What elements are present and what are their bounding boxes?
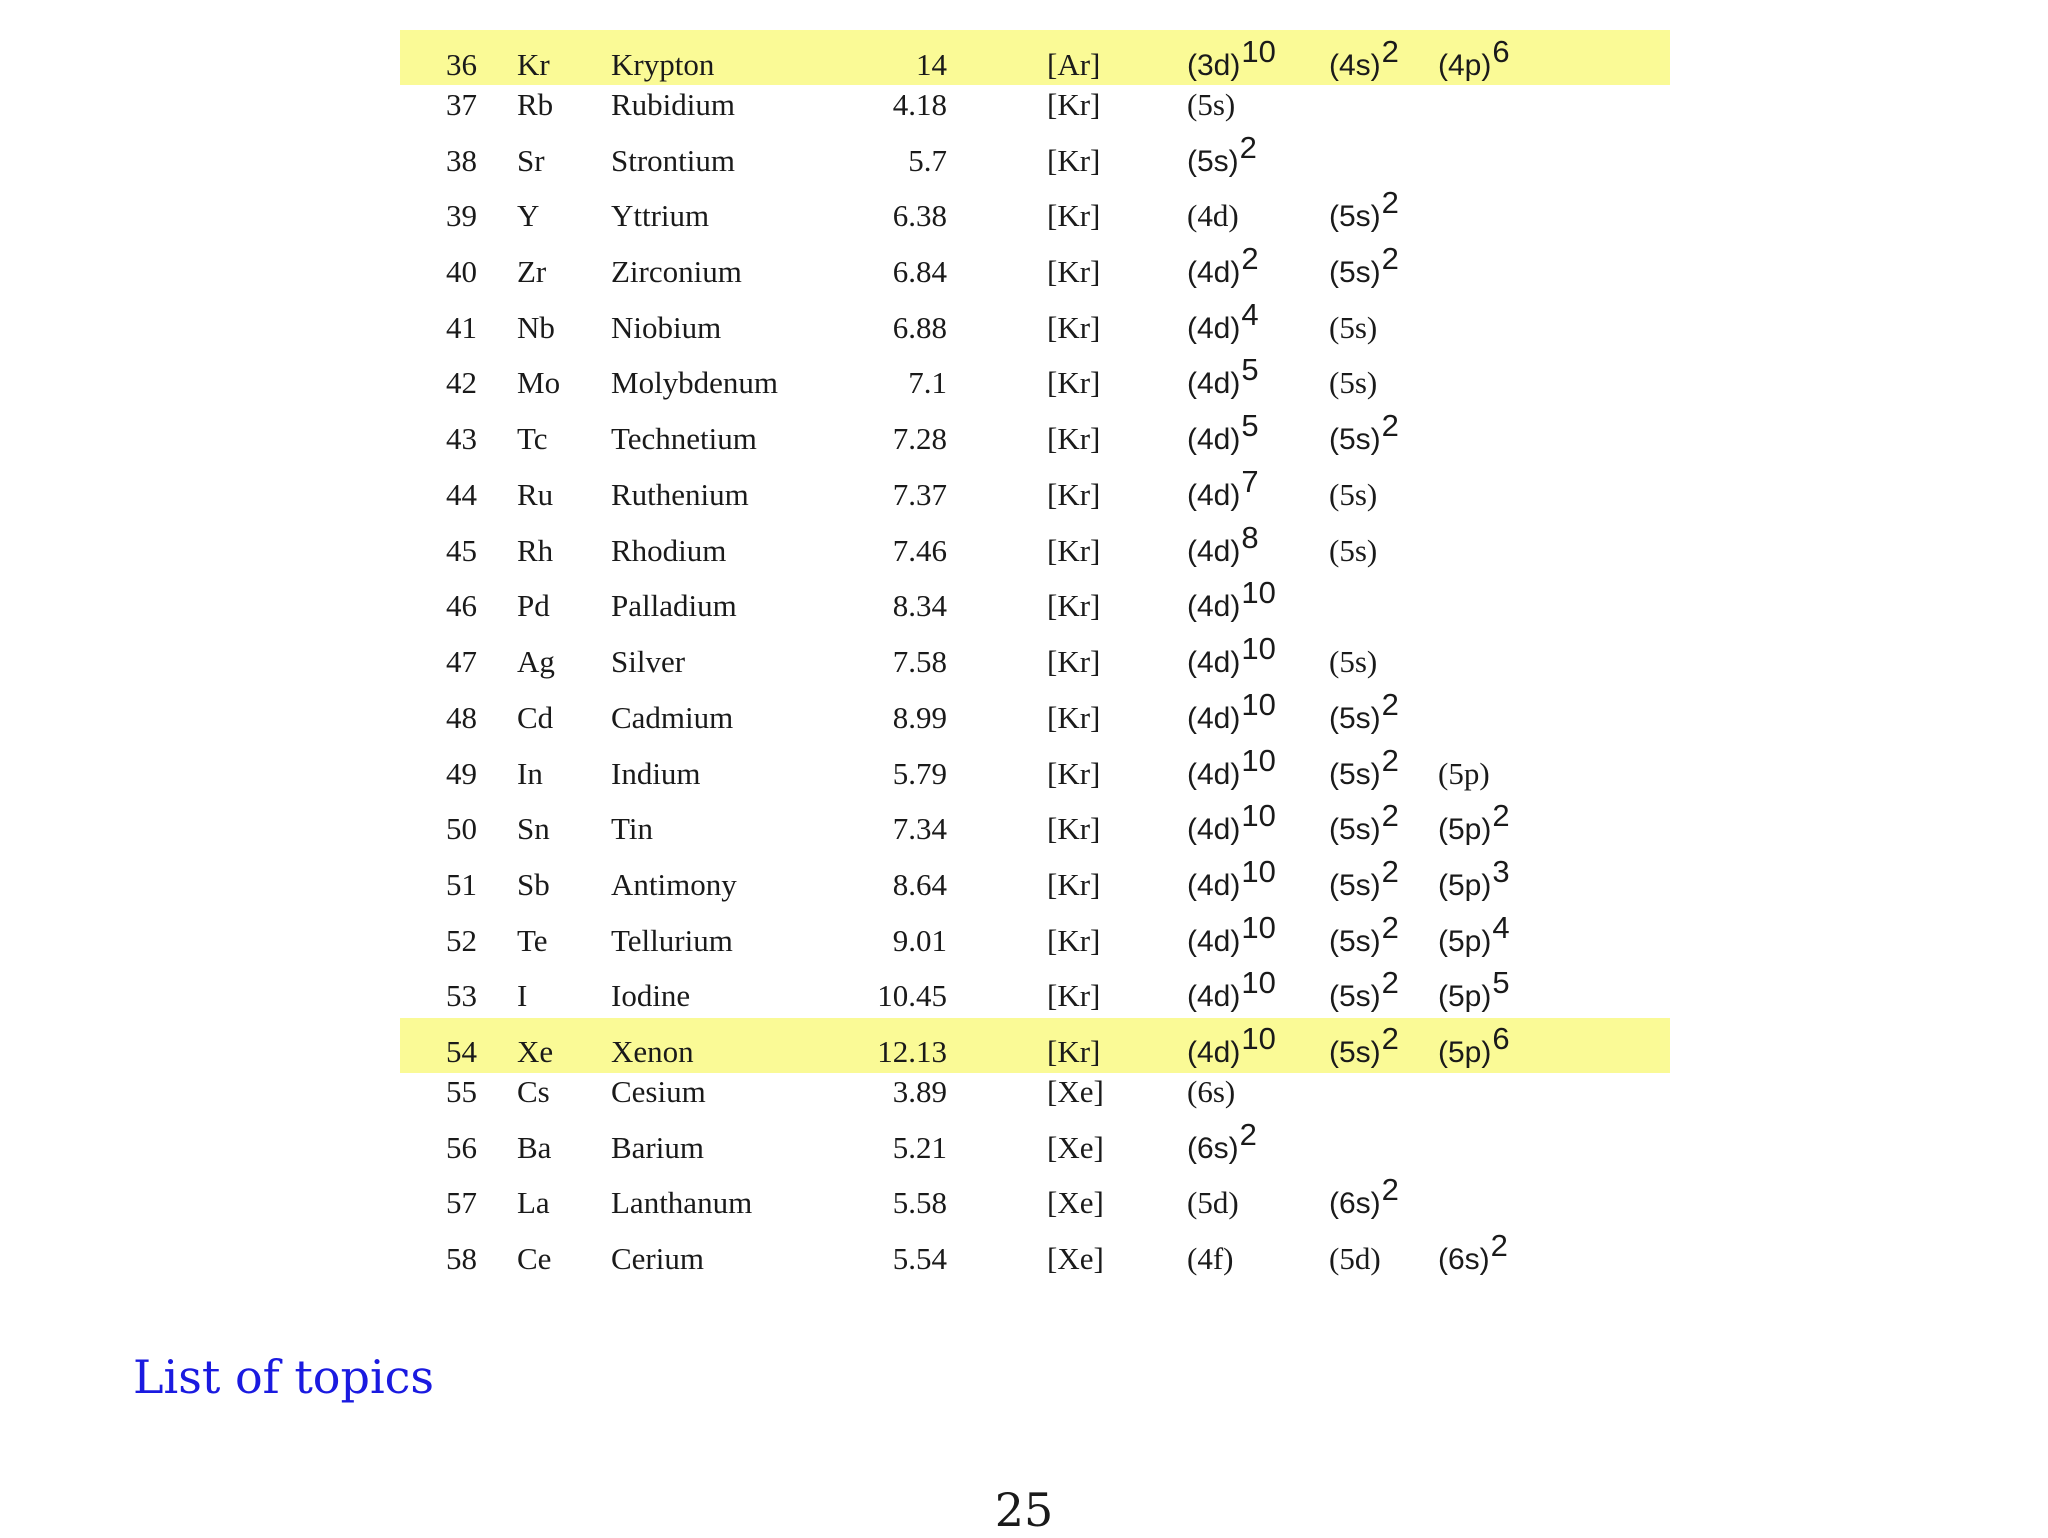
orbital-label: (5p) [1438,813,1492,846]
ionization-energy: 7.28 [892,421,947,456]
element-name: Indium [611,756,701,791]
element-symbol: Sr [517,143,545,178]
orbital-occupancy [1329,743,1399,802]
ionization-energy: 6.84 [892,254,947,289]
element-name: Cerium [611,1241,704,1276]
atomic-number: 39 [446,198,477,233]
atomic-number: 43 [446,421,477,456]
electron-count: 10 [1241,965,1276,1000]
core-configuration: [Kr] [1047,867,1101,902]
core-configuration: [Kr] [1047,421,1101,456]
orbital-occupancy [1187,743,1276,802]
table-row [0,631,2048,689]
orbital-occupancy [1187,965,1276,1024]
orbital-occupancy [1329,185,1399,244]
table-row [0,575,2048,633]
core-configuration: [Kr] [1047,254,1101,289]
electron-count: 2 [1381,185,1399,220]
table-row [0,241,2048,299]
orbital-occupancy [1329,300,1377,355]
orbital-occupancy [1187,520,1259,579]
core-configuration: [Kr] [1047,700,1101,735]
orbital-label: (5s) [1329,533,1378,568]
core-configuration: [Kr] [1047,756,1101,791]
core-configuration: [Kr] [1047,811,1101,846]
electron-count: 2 [1239,1117,1257,1152]
atomic-number: 57 [446,1185,477,1220]
ionization-energy: 7.34 [892,811,947,846]
electron-count: 10 [1241,1021,1276,1056]
orbital-label: (5s) [1329,758,1381,791]
electron-count: 2 [1381,743,1399,778]
orbital-label: (5s) [1329,256,1381,289]
ionization-energy: 8.34 [892,588,947,623]
orbital-label: (5d) [1187,1185,1239,1220]
electron-count: 2 [1381,34,1399,69]
electron-count: 2 [1490,1228,1508,1263]
orbital-occupancy [1187,188,1239,243]
orbital-label: (4d) [1187,925,1241,958]
element-symbol: La [517,1185,550,1220]
orbital-occupancy [1329,910,1399,969]
orbital-occupancy [1187,1231,1233,1286]
core-configuration: [Kr] [1047,310,1101,345]
element-name: Xenon [611,1034,694,1069]
element-symbol: Tc [517,421,548,456]
element-symbol: Rb [517,87,554,122]
orbital-label: (4d) [1187,423,1241,456]
orbital-label: (4d) [1187,1036,1241,1069]
element-name: Rubidium [611,87,736,122]
orbital-label: (5s) [1329,1036,1381,1069]
electron-count: 10 [1241,743,1276,778]
table-row [0,910,2048,968]
atomic-number: 45 [446,533,477,568]
orbital-label: (4f) [1187,1241,1234,1276]
table-row [0,464,2048,522]
element-symbol: Pd [517,588,550,623]
element-name: Silver [611,644,686,679]
ionization-energy: 7.37 [892,477,947,512]
orbital-occupancy [1329,408,1399,467]
electron-count: 10 [1241,798,1276,833]
core-configuration: [Xe] [1047,1074,1104,1109]
orbital-occupancy [1187,241,1259,300]
orbital-label: (6s) [1187,1132,1239,1165]
electron-count: 10 [1241,687,1276,722]
orbital-label: (5s) [1329,813,1381,846]
orbital-occupancy [1438,910,1510,969]
orbital-occupancy [1438,854,1510,913]
element-name: Ruthenium [611,477,749,512]
electron-count: 2 [1381,854,1399,889]
orbital-label: (5s) [1329,310,1378,345]
electron-count: 2 [1492,798,1510,833]
orbital-occupancy [1438,798,1510,857]
electron-count: 5 [1241,408,1259,443]
orbital-label: (4d) [1187,479,1241,512]
electron-count: 2 [1381,687,1399,722]
orbital-occupancy [1187,910,1276,969]
ionization-energy: 8.64 [892,867,947,902]
ionization-energy: 3.89 [892,1074,947,1109]
element-name: Barium [611,1130,704,1165]
page-number: 25 [994,1483,1054,1537]
ionization-energy: 4.18 [892,87,947,122]
ionization-energy: 14 [916,47,947,82]
atomic-number: 37 [446,87,477,122]
orbital-label: (6s) [1438,1243,1490,1276]
orbital-occupancy [1187,130,1257,189]
electron-count: 10 [1241,910,1276,945]
electron-count: 2 [1241,241,1259,276]
table-row [0,798,2048,856]
electron-count: 8 [1241,520,1259,555]
element-name: Molybdenum [611,365,779,400]
orbital-label: (5p) [1438,869,1492,902]
orbital-occupancy [1187,352,1259,411]
electron-count: 2 [1381,965,1399,1000]
orbital-occupancy [1187,464,1259,523]
orbital-label: (5p) [1438,756,1490,791]
element-name: Krypton [611,47,715,82]
orbital-label: (4p) [1438,49,1492,82]
table-row [0,1172,2048,1230]
element-name: Tellurium [611,923,733,958]
orbital-label: (5s) [1329,925,1381,958]
electron-count: 4 [1241,297,1259,332]
atomic-number: 46 [446,588,477,623]
orbital-occupancy [1187,854,1276,913]
ionization-energy: 7.46 [892,533,947,568]
ionization-energy: 12.13 [877,1034,947,1069]
orbital-label: (5s) [1329,200,1381,233]
list-of-topics-link[interactable]: List of topics [133,1350,435,1404]
table-row [0,965,2048,1023]
orbital-label: (5s) [1329,477,1378,512]
orbital-label: (4s) [1329,49,1381,82]
orbital-occupancy [1187,408,1259,467]
core-configuration: [Kr] [1047,477,1101,512]
table-row [0,743,2048,801]
core-configuration: [Kr] [1047,365,1101,400]
electron-count: 2 [1381,241,1399,276]
orbital-label: (5s) [1329,644,1378,679]
orbital-occupancy [1329,355,1377,410]
atomic-number: 47 [446,644,477,679]
core-configuration: [Xe] [1047,1241,1104,1276]
orbital-occupancy [1187,687,1276,746]
orbital-label: (4d) [1187,367,1241,400]
orbital-occupancy [1187,1064,1235,1119]
core-configuration: [Kr] [1047,533,1101,568]
orbital-label: (4d) [1187,869,1241,902]
table-row [0,130,2048,188]
electron-count: 6 [1492,1021,1510,1056]
table-row [0,1228,2048,1286]
atomic-number: 50 [446,811,477,846]
table-row [0,854,2048,912]
orbital-label: (4d) [1187,980,1241,1013]
table-row [0,408,2048,466]
atomic-number: 41 [446,310,477,345]
orbital-label: (4d) [1187,198,1239,233]
element-name: Technetium [611,421,757,456]
ionization-energy: 6.38 [892,198,947,233]
atomic-number: 49 [446,756,477,791]
orbital-label: (4d) [1187,535,1241,568]
element-name: Lanthanum [611,1185,753,1220]
orbital-occupancy [1329,854,1399,913]
ionization-energy: 10.45 [877,978,947,1013]
element-symbol: Sb [517,867,550,902]
orbital-occupancy [1187,798,1276,857]
element-name: Cesium [611,1074,706,1109]
electron-count: 10 [1241,34,1276,69]
core-configuration: [Kr] [1047,143,1101,178]
core-configuration: [Xe] [1047,1130,1104,1165]
element-name: Cadmium [611,700,734,735]
ionization-energy: 5.21 [892,1130,947,1165]
atomic-number: 58 [446,1241,477,1276]
element-name: Palladium [611,588,737,623]
electron-count: 10 [1241,575,1276,610]
orbital-occupancy [1329,241,1399,300]
electron-count: 5 [1241,352,1259,387]
table-row [0,687,2048,745]
electron-count: 4 [1492,910,1510,945]
orbital-occupancy [1438,1228,1508,1287]
atomic-number: 40 [446,254,477,289]
element-name: Tin [611,811,653,846]
ionization-energy: 5.54 [892,1241,947,1276]
electron-count: 10 [1241,854,1276,889]
electron-count: 2 [1381,1021,1399,1056]
core-configuration: [Kr] [1047,644,1101,679]
core-configuration: [Kr] [1047,978,1101,1013]
orbital-label: (4d) [1187,646,1241,679]
element-symbol: Y [517,198,540,233]
orbital-occupancy [1329,523,1377,578]
orbital-label: (5s) [1187,87,1236,122]
element-symbol: Cs [517,1074,550,1109]
element-symbol: Ag [517,644,555,679]
electron-count: 6 [1492,34,1510,69]
orbital-label: (5s) [1329,423,1381,456]
orbital-label: (4d) [1187,702,1241,735]
atomic-number: 56 [446,1130,477,1165]
ionization-energy: 7.1 [908,365,947,400]
electron-count: 2 [1239,130,1257,165]
table-row [0,77,2048,132]
core-configuration: [Kr] [1047,198,1101,233]
orbital-label: (5d) [1329,1241,1381,1276]
element-symbol: Sn [517,811,550,846]
orbital-label: (3d) [1187,49,1241,82]
element-symbol: Mo [517,365,561,400]
electron-count: 7 [1241,464,1259,499]
core-configuration: [Kr] [1047,923,1101,958]
orbital-label: (5p) [1438,925,1492,958]
element-symbol: Ba [517,1130,552,1165]
electron-count: 10 [1241,631,1276,666]
element-name: Zirconium [611,254,742,289]
electron-count: 2 [1381,910,1399,945]
core-configuration: [Ar] [1047,47,1101,82]
element-symbol: Te [517,923,548,958]
ionization-energy: 5.7 [908,143,947,178]
atomic-number: 44 [446,477,477,512]
orbital-label: (5s) [1329,365,1378,400]
ionization-energy: 5.79 [892,756,947,791]
element-symbol: Cd [517,700,554,735]
table-row [0,1064,2048,1119]
element-symbol: Nb [517,310,555,345]
atomic-number: 38 [446,143,477,178]
ionization-energy: 5.58 [892,1185,947,1220]
orbital-label: (4d) [1187,813,1241,846]
element-name: Rhodium [611,533,727,568]
orbital-occupancy [1329,687,1399,746]
orbital-occupancy [1187,77,1235,132]
atomic-number: 36 [446,47,477,82]
orbital-occupancy [1438,746,1490,801]
element-name: Niobium [611,310,722,345]
atomic-number: 52 [446,923,477,958]
orbital-occupancy [1187,1175,1239,1230]
orbital-occupancy [1329,965,1399,1024]
ionization-energy: 7.58 [892,644,947,679]
element-name: Iodine [611,978,691,1013]
electron-count: 2 [1381,408,1399,443]
orbital-label: (6s) [1329,1187,1381,1220]
orbital-occupancy [1187,575,1276,634]
element-symbol: Ce [517,1241,552,1276]
orbital-label: (4d) [1187,758,1241,791]
electron-count: 2 [1381,798,1399,833]
orbital-label: (6s) [1187,1074,1236,1109]
atomic-number: 53 [446,978,477,1013]
orbital-label: (4d) [1187,256,1241,289]
orbital-occupancy [1329,634,1377,689]
ionization-energy: 9.01 [892,923,947,958]
orbital-label: (5s) [1187,145,1239,178]
orbital-label: (5p) [1438,1036,1492,1069]
core-configuration: [Kr] [1047,588,1101,623]
core-configuration: [Kr] [1047,87,1101,122]
table-row [0,520,2048,578]
atomic-number: 42 [446,365,477,400]
element-symbol: I [517,978,528,1013]
orbital-label: (4d) [1187,312,1241,345]
table-row [0,1117,2048,1175]
element-symbol: Ru [517,477,554,512]
orbital-occupancy [1187,297,1259,356]
element-symbol: Xe [517,1034,554,1069]
element-symbol: Kr [517,47,550,82]
orbital-occupancy [1187,631,1276,690]
orbital-occupancy [1329,1172,1399,1231]
orbital-occupancy [1187,1117,1257,1176]
element-name: Antimony [611,867,737,902]
orbital-label: (5p) [1438,980,1492,1013]
orbital-occupancy [1329,1231,1381,1286]
orbital-label: (4d) [1187,590,1241,623]
orbital-occupancy [1438,965,1510,1024]
orbital-label: (5s) [1329,869,1381,902]
table-row [0,185,2048,243]
atomic-number: 54 [446,1034,477,1069]
orbital-label: (5s) [1329,980,1381,1013]
orbital-occupancy [1329,467,1377,522]
element-name: Strontium [611,143,736,178]
electron-count: 3 [1492,854,1510,889]
table-row [0,352,2048,410]
atomic-number: 51 [446,867,477,902]
electron-count: 5 [1492,965,1510,1000]
element-symbol: In [517,756,543,791]
ionization-energy: 6.88 [892,310,947,345]
element-symbol: Zr [517,254,547,289]
atomic-number: 55 [446,1074,477,1109]
element-name: Yttrium [611,198,710,233]
atomic-number: 48 [446,700,477,735]
orbital-label: (5s) [1329,702,1381,735]
element-symbol: Rh [517,533,554,568]
electron-count: 2 [1381,1172,1399,1207]
table-row [0,297,2048,355]
ionization-energy: 8.99 [892,700,947,735]
orbital-occupancy [1329,798,1399,857]
core-configuration: [Xe] [1047,1185,1104,1220]
core-configuration: [Kr] [1047,1034,1101,1069]
